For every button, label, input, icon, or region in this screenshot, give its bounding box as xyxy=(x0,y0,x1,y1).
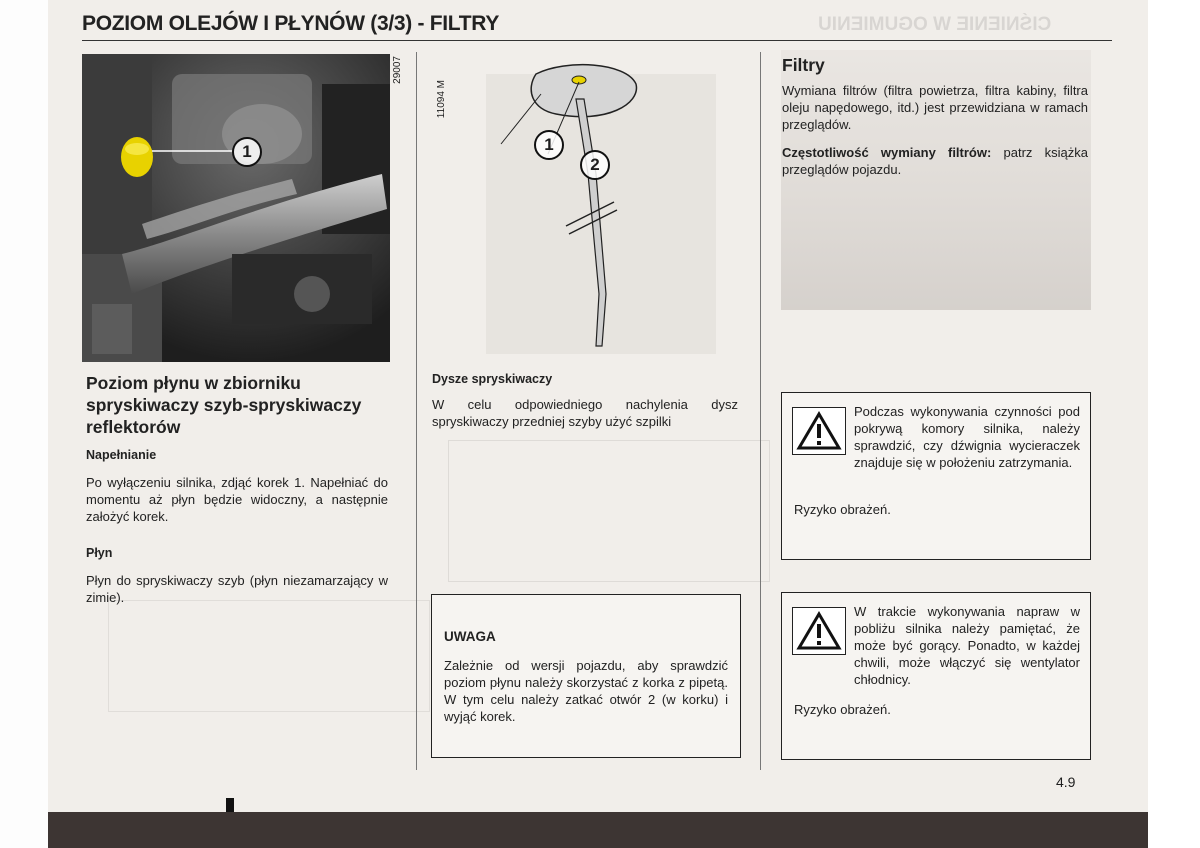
note-text: Zależnie od wersji pojazdu, aby sprawdzić poziom płynu należy skorzystać z korka z pipetą. W tym celu należy zatkać otwór 2 (w korku) i wyjąć korek. xyxy=(444,658,728,724)
subheading-nozzles: Dysze spryskiwaczy xyxy=(432,372,553,386)
nozzles-text: W celu odpowiedniego nachylenia dysz spryskiwaczy przedniej szyby użyć szpilki xyxy=(432,397,738,429)
warning-box-2 xyxy=(781,592,1091,760)
column-divider xyxy=(416,52,417,770)
warning-1-text: Podczas wykonywania czynności pod pokrywą komory silnika, należy sprawdzić, czy dźwignia wycieraczek znajduje się w położeniu zatrzymania. xyxy=(854,404,1080,470)
page-number: 4.9 xyxy=(1056,774,1076,790)
figure-ref-left: 29007 xyxy=(392,56,403,84)
section-heading-washer: Poziom płynu w zbiorniku spryskiwaczy szyb-spryskiwaczy reflektorów xyxy=(86,373,362,437)
show-through-title: CIŚNIENIE W OGUMIENIU xyxy=(818,14,1052,35)
warning-2-risk: Ryzyko obrażeń. xyxy=(794,702,891,717)
callout-1: 1 xyxy=(232,137,262,167)
engine-illustration xyxy=(82,54,390,362)
frequency-text: patrz książka przeglądów pojazdu. xyxy=(782,145,1088,177)
page-title: POZIOM OLEJÓW I PŁYNÓW (3/3) - FILTRY xyxy=(82,12,500,35)
warning-box-1 xyxy=(781,392,1091,560)
section-heading-filters: Filtry xyxy=(782,55,825,75)
manual-page xyxy=(48,0,1148,812)
warning-triangle-icon xyxy=(792,407,846,455)
nozzle-diagram xyxy=(436,54,742,362)
filters-text: Wymiana filtrów (filtra powietrza, filtra kabiny, filtra oleju napędowego, itd.) jest przewidziana w ramach przeglądów. xyxy=(782,83,1088,132)
frequency-label: Częstotliwość wymiany filtrów: xyxy=(782,145,992,160)
warning-2-text: W trakcie wykonywania napraw w pobliżu silnika należy pamiętać, że może być gorący. Ponadto, w każdej chwili, może włączyć się wentylator chłodnicy. xyxy=(854,604,1080,687)
left-margin xyxy=(0,0,48,848)
warning-triangle-icon xyxy=(792,607,846,655)
warning-1-risk: Ryzyko obrażeń. xyxy=(794,502,891,517)
figure-ref-mid: 11094 M xyxy=(436,80,447,119)
filling-text: Po wyłączeniu silnika, zdjąć korek 1. Napełniać do momentu aż płyn będzie widoczny, a następnie założyć korek. xyxy=(86,475,388,524)
engine-photo xyxy=(82,54,390,362)
filters-frequency xyxy=(782,144,1088,178)
right-margin xyxy=(1148,0,1200,848)
print-mark xyxy=(226,798,234,812)
bottom-shadow xyxy=(48,812,1148,848)
subheading-fluid: Płyn xyxy=(86,546,113,560)
note-box xyxy=(431,594,741,758)
subheading-filling: Napełnianie xyxy=(86,448,157,462)
title-rule xyxy=(82,40,1112,41)
column-divider xyxy=(760,52,761,770)
fluid-text: Płyn do spryskiwaczy szyb (płyn niezamarzający w zimie). xyxy=(86,573,388,605)
callout-2-diagram: 2 xyxy=(580,150,610,180)
dipstick-cap-illustration xyxy=(436,54,742,362)
note-title: UWAGA xyxy=(444,629,496,644)
callout-1-diagram: 1 xyxy=(534,130,564,160)
